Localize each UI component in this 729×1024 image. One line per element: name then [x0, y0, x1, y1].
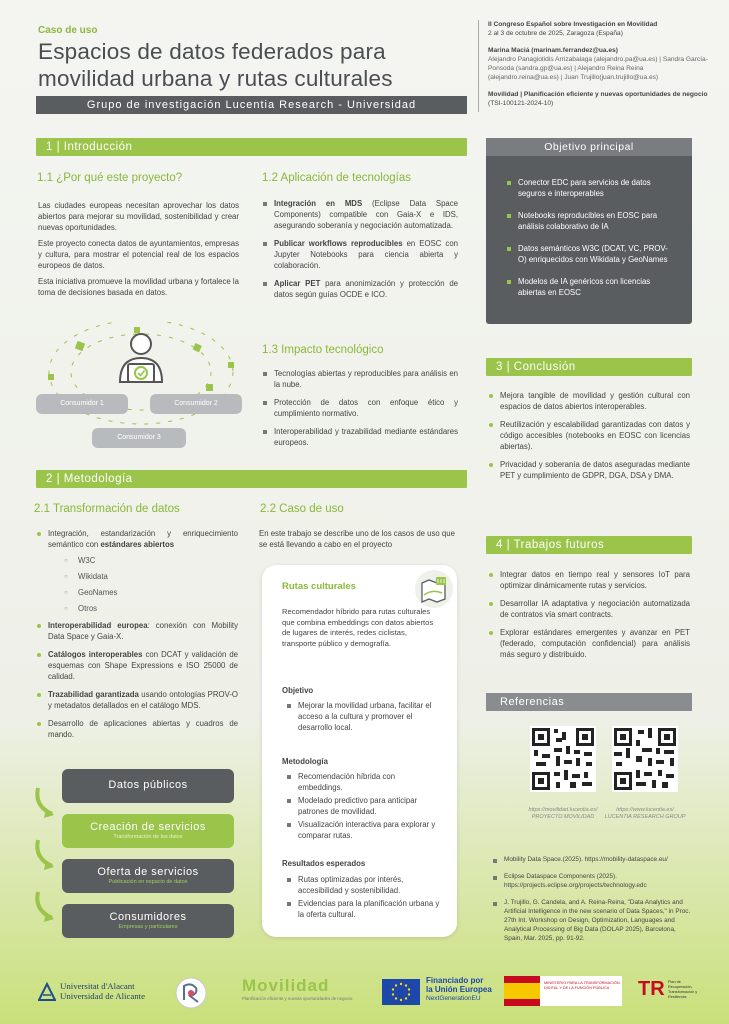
- group-banner: Grupo de investigación Lucentia Research - Universidad: [36, 96, 467, 114]
- case-method-item: Visualización interactiva para explorar y comparar rutas.: [286, 819, 440, 841]
- consumer-1-pill: Consumidor 1: [36, 394, 128, 414]
- conference-title: II Congreso Español sobre Investigación en Movilidad: [488, 21, 658, 28]
- future-item: Explorar estándares emergentes y avanzar en PET (federado, computación confidencial) para análisis más seguro y distribuido.: [488, 627, 690, 660]
- case-card: [262, 565, 457, 937]
- intro-paragraph-1: Las ciudades europeas necesitan aprovechar los datos abiertos para mejorar su movilidad, sostenibilidad y crear nuevas oportunidades.: [38, 201, 239, 232]
- ua-name-valencian: Universitat d'Alacant: [60, 981, 135, 991]
- movilidad-wordmark: Movilidad: [242, 976, 330, 995]
- consumer-2-pill: Consumidor 2: [150, 394, 242, 414]
- qr-code-project[interactable]: [530, 726, 596, 792]
- tech-item: Integración en MDS (Eclipse Data Space Components) compatible con Gaia-X e IDS, asegurando soberanía y negociación automatizada.: [262, 198, 458, 231]
- impact-item: Tecnologías abiertas y reproducibles para análisis en la nube.: [262, 368, 458, 390]
- qr-code-lucentia[interactable]: [612, 726, 678, 792]
- lucentia-logo: [174, 976, 208, 1010]
- conclusion-list: [488, 390, 690, 488]
- project-name: Movilidad | Planificación eficiente y nuevas oportunidades de negocio: [488, 91, 708, 98]
- reference-item: J. Trujillo, G. Candela, and A. Reina-Reina, "Data Analytics and Artificial Intelligence in the new scenario of Data Spaces," in Proc. 27th Int. Workshop on Design, Optimization, Languages and Analytical Processing of Big Data (DOLAP 2025), Barcelona, Spain, Mar. 2025, pp. 91-92.: [492, 898, 692, 943]
- case-method-item: Recomendación híbrida con embeddings.: [286, 771, 440, 793]
- method-item: Interoperabilidad europea: conexión con Mobility Data Space y Gaia-X.: [36, 620, 238, 642]
- intro-paragraph-3: Esta iniciativa promueve la movilidad urbana y fortalece la toma de decisiones basada en datos.: [38, 277, 239, 297]
- reference-item: Eclipse Dataspace Components (2025). https://projects.eclipse.org/projects/technology.edc: [492, 872, 692, 890]
- poster-title: Espacios de datos federados para movilidad urbana y rutas culturales: [38, 39, 393, 91]
- case-card-objective-heading: Objetivo: [282, 686, 314, 695]
- ua-emblem-icon: [38, 982, 56, 1002]
- future-item: Integrar datos en tiempo real y sensores IoT para optimizar dinámicamente rutas y servicios.: [488, 569, 690, 591]
- impact-item: Interoperabilidad y trazabilidad mediante estándares europeos.: [262, 426, 458, 448]
- project-code: (TSI-100121-2024-10): [488, 100, 554, 107]
- flow-step-service-offer: Oferta de servicios Publicación en espacio de datos: [62, 859, 234, 893]
- map-icon: [412, 569, 456, 609]
- case-intro: En este trabajo se describe uno de los casos de uso que se está llevando a cabo en el proyecto: [259, 529, 455, 549]
- transformation-block: [36, 528, 238, 747]
- section-intro-bar: 1 | Introducción: [36, 138, 467, 156]
- tech-item: Publicar workflows reproducibles en EOSC con Jupyter Notebooks para ciencia abierta y colaboración.: [262, 238, 458, 271]
- impact-list: [262, 368, 458, 455]
- recovery-plan-name: Plan de Recuperación, Transformación y Resiliencia: [668, 980, 698, 999]
- objective-item: Modelos de IA genéricos con licencias abiertas en EOSC: [506, 276, 674, 298]
- qr-lucentia-caption: [575, 807, 715, 821]
- case-card-description: Recomendador híbrido para rutas culturales que combina embeddings con datos abiertos de lugares de interés, redes ciclistas, transporte público y demografía.: [282, 607, 434, 648]
- eu-funded-line1: Financiado por: [426, 976, 484, 985]
- tr-mark-icon: TR: [638, 978, 665, 1000]
- flow-step-consumers: Consumidores Empresas y particulares: [62, 904, 234, 938]
- case-card-objective-list: [286, 700, 436, 740]
- qr-pattern: [530, 726, 596, 792]
- tech-list: [262, 198, 458, 307]
- heading-1-3: 1.3 Impacto tecnológico: [262, 344, 384, 356]
- ministry-logo: [504, 976, 622, 1006]
- section-references-bar: Referencias: [486, 693, 692, 711]
- reference-item: Mobility Data Space.(2025). https://mobility-dataspace.eu/: [492, 855, 692, 864]
- standard-item: ○ W3C: [68, 556, 238, 566]
- case-tag: Caso de uso: [38, 25, 98, 36]
- eu-nextgen: NextGenerationEU: [426, 995, 481, 1002]
- objective-title: Objetivo principal: [486, 138, 692, 156]
- eu-funded-line2: la Unión Europea: [426, 985, 492, 994]
- standard-item: ○ Otros: [68, 604, 238, 614]
- flow-step-public-data: Datos públicos: [62, 769, 234, 803]
- header-divider: [478, 20, 479, 112]
- qr-project-label: PROYECTO MOVILIDAD: [531, 814, 595, 820]
- case-result-item: Rutas optimizadas por interés, accesibilidad y sostenibilidad.: [286, 874, 440, 896]
- future-list: [488, 569, 690, 667]
- ua-name-spanish: Universidad de Alicante: [60, 991, 146, 1001]
- objective-list: [506, 177, 674, 298]
- standard-item: ○ GeoNames: [68, 588, 238, 598]
- flow-step-service-creation: Creación de servicios Transformación de los datos: [62, 814, 234, 848]
- ministry-name: MINISTERIO PARA LA TRANSFORMACIÓN DIGITAL Y DE LA FUNCIÓN PÚBLICA: [544, 981, 620, 990]
- standards-list: [68, 556, 238, 614]
- heading-2-1: 2.1 Transformación de datos: [34, 503, 180, 515]
- movilidad-logo: [242, 976, 362, 1001]
- case-objective-item: Mejorar la movilidad urbana, facilitar el acceso a la cultura y promover el desarrollo local.: [286, 700, 436, 733]
- ua-logo: [38, 978, 158, 1008]
- case-card-results-heading: Resultados esperados: [282, 859, 366, 868]
- qr-pattern: [612, 726, 678, 792]
- objective-item: Datos semánticos W3C (DCAT, VC, PROV-O) enriquecidos con Wikidata y GeoNames: [506, 243, 674, 265]
- method-item: Trazabilidad garantizada usando ontologías PROV-O y metadatos detallados en el catálogo MDS.: [36, 689, 238, 711]
- eu-funding-logo: [382, 976, 494, 1006]
- qr-project-url[interactable]: https://movilidad.lucentia.es/: [528, 807, 598, 813]
- case-card-results-list: [286, 874, 440, 927]
- data-space-illustration: [36, 322, 246, 452]
- conference-place: 2 al 3 de octubre de 2025, Zaragoza (España): [488, 30, 623, 37]
- objective-panel: [486, 138, 692, 324]
- method-item: Integración, estandarización y enriquecimiento semántico con estándares abiertos: [36, 528, 238, 550]
- qr-lucentia-label: LUCENTIA RESEARCH GROUP: [604, 814, 686, 820]
- heading-1-1: 1.1 ¿Por qué este proyecto?: [37, 172, 183, 184]
- objective-item: Notebooks reproducibles en EOSC para análisis colaborativo de IA: [506, 210, 674, 232]
- qr-lucentia-url[interactable]: https://www.lucentia.es/: [616, 807, 674, 813]
- conclusion-item: Privacidad y soberanía de datos aseguradas mediante PET y cumplimiento de GDPR, DGA, DSA y DMA.: [488, 459, 690, 481]
- method-item: Desarrollo de aplicaciones abiertas y cuadros de mando.: [36, 718, 238, 740]
- section-conclusion-bar: 3 | Conclusión: [486, 358, 692, 376]
- spain-flag-icon: [504, 976, 540, 1006]
- future-item: Desarrollar IA adaptativa y negociación automatizada de contratos vía smart contracts.: [488, 598, 690, 620]
- impact-item: Protección de datos con enfoque ético y cumplimiento normativo.: [262, 397, 458, 419]
- section-future-bar: 4 | Trabajos futuros: [486, 536, 692, 554]
- consumer-3-pill: Consumidor 3: [92, 428, 186, 448]
- method-item: Catálogos interoperables con DCAT y validación de esquemas con Shape Expressions e ISO 25000 de calidad.: [36, 649, 238, 682]
- movilidad-tagline: Planificación eficiente y nuevas oportunidades de negocio: [242, 996, 353, 1001]
- heading-1-2: 1.2 Aplicación de tecnologías: [262, 172, 411, 184]
- case-method-item: Modelado predictivo para anticipar patrones de movilidad.: [286, 795, 440, 817]
- eu-stars-icon: [382, 979, 420, 1005]
- conclusion-item: Mejora tangible de movilidad y gestión cultural con espacios de datos abiertos interoperables.: [488, 390, 690, 412]
- conclusion-item: Reutilización y escalabilidad garantizadas con datos y código accesibles (notebooks en EOSC con licencias abiertas).: [488, 419, 690, 452]
- case-card-method-heading: Metodología: [282, 757, 328, 766]
- case-card-title: Rutas culturales: [282, 581, 356, 592]
- standard-item: ○ Wikidata: [68, 572, 238, 582]
- section-method-bar: 2 | Metodología: [36, 470, 467, 488]
- heading-2-2: 2.2 Caso de uso: [260, 503, 344, 515]
- conference-info: [488, 20, 708, 108]
- main-author: Marina Maciá (marinam.ferrandez@ua.es): [488, 47, 618, 54]
- case-card-method-list: [286, 771, 440, 848]
- references-list: [492, 855, 692, 950]
- eu-flag-icon: [382, 979, 420, 1005]
- tech-item: Aplicar PET para anonimización y protección de datos según guías OCDE e ICO.: [262, 278, 458, 300]
- case-result-item: Evidencias para la planificación urbana y la oferta cultural.: [286, 898, 440, 920]
- objective-item: Conector EDC para servicios de datos seguros e interoperables: [506, 177, 674, 199]
- co-authors: Alejandro Panagiotidis Arrizabalaga (alejandro.pa@ua.es) | Sandra García-Ponsoda (sandra.gp@ua.es) | Alejandro Reina Reina (alejandro.reina@ua.es) | Juan Trujillo(juan.trujillo@ua.es): [488, 56, 708, 81]
- intro-paragraph-2: Este proyecto conecta datos de ayuntamientos, empresas y cultura, para mostrar el potencial real de los espacios europeos de datos.: [38, 239, 239, 270]
- recovery-plan-logo: [638, 976, 706, 1006]
